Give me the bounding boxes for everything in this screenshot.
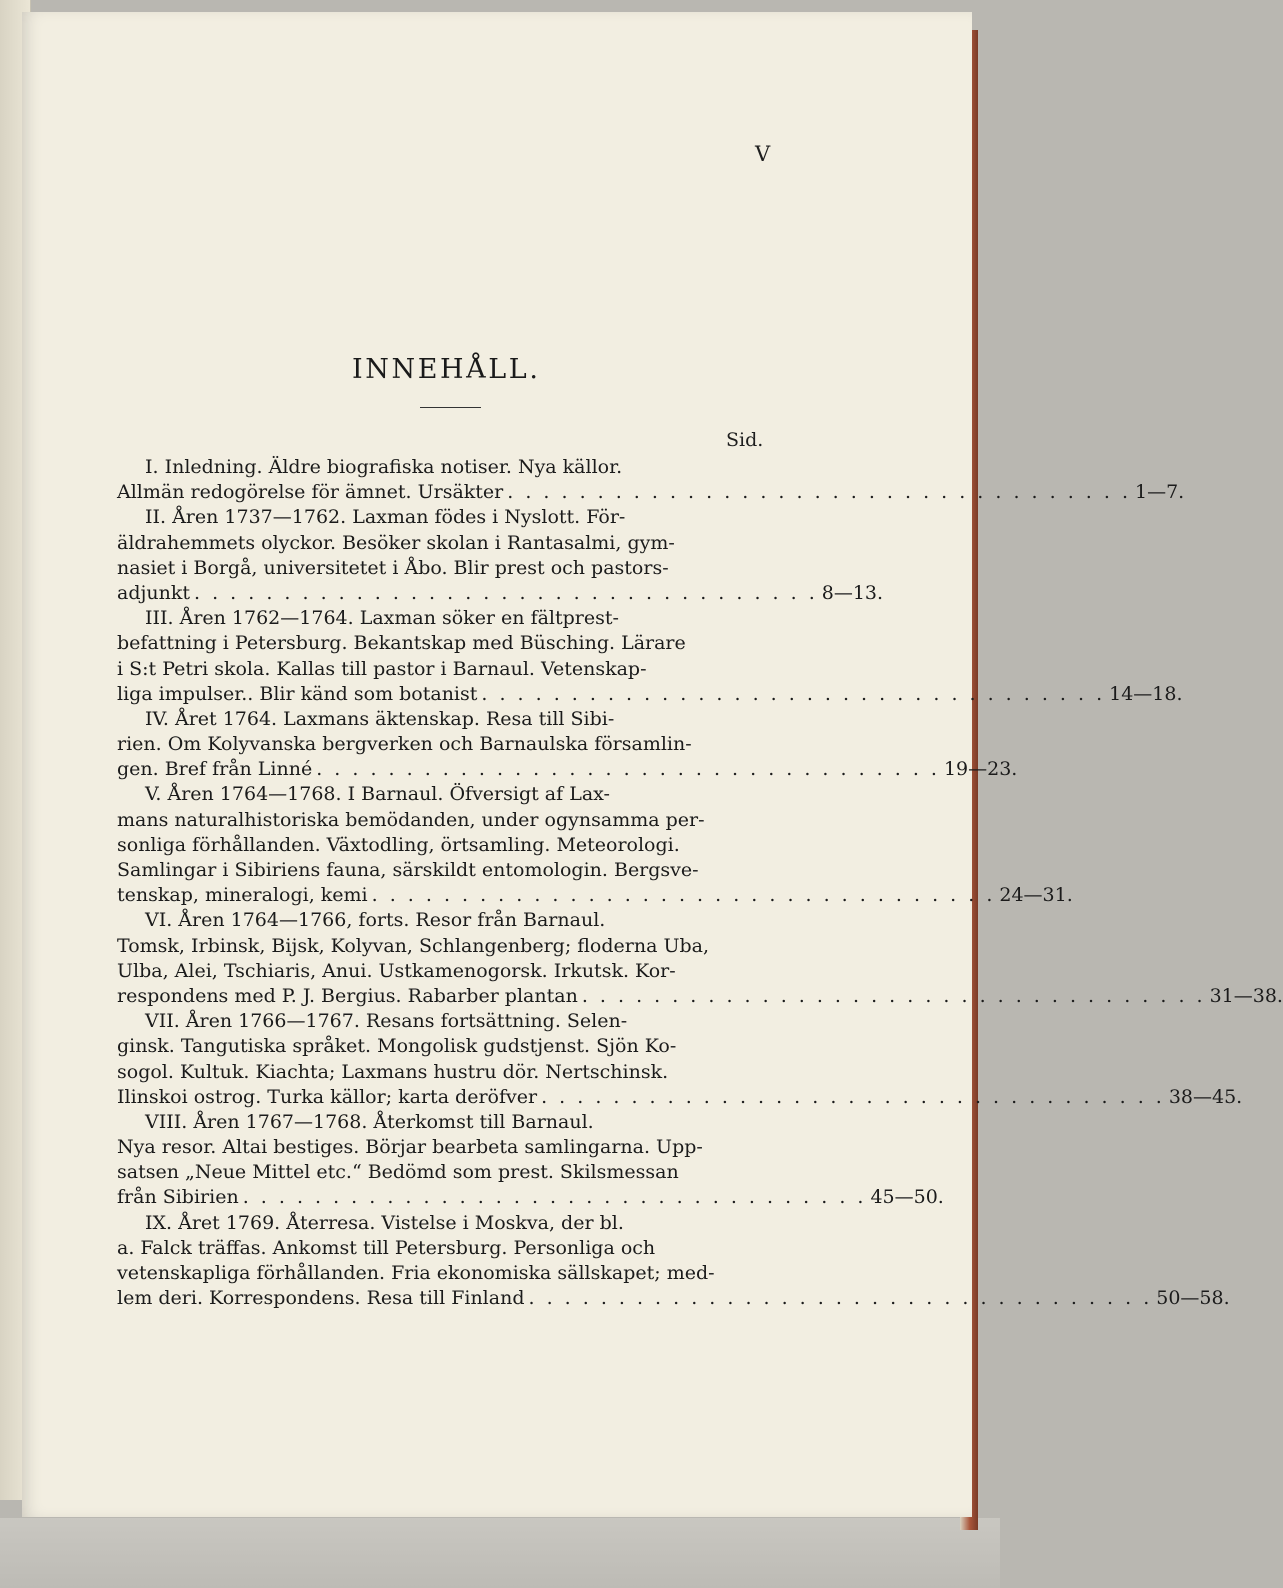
toc-text: rien. Om Kolyvanska bergverken och Barnaulska församlin- — [117, 733, 692, 756]
toc-text: Samlingar i Sibiriens fauna, särskildt entomologin. Bergsve- — [117, 859, 699, 881]
table-of-contents — [117, 455, 1283, 1311]
toc-text: IX. Året 1769. Återresa. Vistelse i Moskva, der bl. — [145, 1211, 624, 1234]
title-rule — [420, 407, 481, 408]
toc-line — [117, 808, 797, 833]
toc-text: gen. Bref från Linné — [117, 758, 313, 781]
toc-line — [117, 908, 797, 933]
toc-page-range: 45—50. — [870, 1186, 944, 1209]
toc-page-range: 31—38. — [1209, 984, 1283, 1007]
toc-text: Nya resor. Altai bestiges. Börjar bearbeta samlingarna. Upp- — [117, 1136, 703, 1159]
toc-line — [117, 1160, 797, 1185]
toc-line — [117, 1034, 797, 1059]
toc-line — [117, 1135, 797, 1160]
toc-text: från Sibirien — [117, 1186, 239, 1209]
toc-text: satsen „Neue Mittel etc.“ Bedömd som prest. Skilsmessan — [117, 1161, 679, 1184]
toc-line — [117, 883, 1073, 908]
toc-text: Allmän redogörelse för ämnet. Ursäkter — [117, 481, 504, 504]
toc-page-range: 1—7. — [1134, 481, 1185, 504]
toc-page-range: 8—13. — [821, 581, 884, 604]
toc-text: Ulba, Alei, Tschiaris, Anui. Ustkamenogorsk. Irkutsk. Kor- — [117, 959, 676, 982]
toc-text: a. Falck träffas. Ankomst till Petersburg. Personliga och — [117, 1236, 656, 1259]
toc-text: vetenskapliga förhållanden. Fria ekonomiska sällskapet; med- — [117, 1262, 715, 1284]
leader-dots: . . . . . . . . . . . . . . . . . . . . . . . . . . . . . . . . . . . — [242, 1186, 867, 1209]
toc-page-range: 50—58. — [1156, 1287, 1230, 1310]
leader-dots: . . . . . . . . . . . . . . . . . . . . . . . . . . . . . . . . . . . — [541, 1085, 1165, 1108]
toc-line — [117, 682, 1183, 707]
leader-dots: . . . . . . . . . . . . . . . . . . . . . . . . . . . . . . . . . . . — [481, 682, 1106, 705]
leader-dots: . . . . . . . . . . . . . . . . . . . . . . . . . . . . . . . . . . . — [507, 481, 1131, 504]
toc-line — [117, 934, 797, 959]
toc-line — [117, 1286, 1230, 1311]
toc-text: sonliga förhållanden. Växtodling, örtsamling. Meteorologi. — [117, 833, 680, 856]
toc-page-range: 24—31. — [999, 884, 1073, 907]
toc-line — [117, 833, 797, 858]
toc-line — [117, 1009, 797, 1034]
toc-text: nasiet i Borgå, universitetet i Åbo. Blir prest och pastors- — [117, 556, 669, 579]
toc-text: III. Åren 1762—1764. Laxman söker en fältprest- — [145, 607, 619, 630]
toc-line — [117, 1060, 797, 1085]
toc-text: VI. Åren 1764—1766, forts. Resor från Barnaul. — [145, 909, 606, 932]
toc-line — [117, 606, 797, 631]
toc-page-range: 38—45. — [1168, 1085, 1243, 1108]
toc-line — [117, 782, 797, 807]
toc-line — [117, 732, 797, 757]
toc-line — [117, 480, 1185, 505]
toc-line — [117, 1110, 797, 1135]
toc-text: lem deri. Korrespondens. Resa till Finland — [117, 1287, 525, 1310]
toc-text: V. Åren 1764—1768. I Barnaul. Öfversigt af Lax- — [145, 783, 610, 806]
toc-line — [117, 757, 1018, 782]
leader-dots: . . . . . . . . . . . . . . . . . . . . . . . . . . . . . . . . . . . — [316, 758, 940, 781]
toc-line — [117, 1211, 797, 1236]
toc-text: respondens med P. J. Bergius. Rabarber plantan — [117, 984, 578, 1007]
toc-text: Ilinskoi ostrog. Turka källor; karta deröfver — [117, 1085, 538, 1108]
toc-text: äldrahemmets olyckor. Besöker skolan i Rantasalmi, gym- — [117, 531, 675, 554]
book-page — [22, 12, 1283, 1517]
toc-page-range: 19—23. — [943, 758, 1018, 781]
toc-line — [117, 959, 797, 984]
toc-text: tenskap, mineralogi, kemi — [117, 884, 368, 907]
toc-text: II. Åren 1737—1762. Laxman födes i Nyslott. För- — [145, 506, 626, 529]
toc-line — [117, 631, 797, 656]
toc-line — [117, 531, 797, 556]
toc-text: adjunkt — [117, 581, 191, 604]
toc-text: mans naturalhistoriska bemödanden, under ogynsamma per- — [117, 808, 705, 831]
page-number: V — [755, 142, 771, 166]
leader-dots: . . . . . . . . . . . . . . . . . . . . . . . . . . . . . . . . . . . — [581, 984, 1206, 1007]
backdrop — [0, 1518, 1000, 1588]
toc-text: sogol. Kultuk. Kiachta; Laxmans hustru dör. Nertschinsk. — [117, 1060, 669, 1083]
page-column-header: Sid. — [726, 429, 764, 451]
toc-line — [117, 1085, 1243, 1110]
toc-page-range: 14—18. — [1109, 682, 1183, 705]
toc-text: VIII. Åren 1767—1768. Återkomst till Barnaul. — [145, 1110, 594, 1133]
leader-dots: . . . . . . . . . . . . . . . . . . . . . . . . . . . . . . . . . . . — [194, 581, 818, 604]
toc-line — [117, 556, 797, 581]
toc-line — [117, 1261, 797, 1286]
toc-line — [117, 858, 797, 883]
page-title: INNEHÅLL. — [352, 354, 541, 385]
toc-text: ginsk. Tangutiska språket. Mongolisk gudstjenst. Sjön Ko- — [117, 1035, 677, 1058]
toc-text: befattning i Petersburg. Bekantskap med Büsching. Lärare — [117, 632, 686, 655]
toc-line — [117, 455, 797, 480]
toc-line — [117, 707, 797, 732]
toc-text: Tomsk, Irbinsk, Bijsk, Kolyvan, Schlangenberg; floderna Uba, — [117, 934, 710, 957]
toc-line — [117, 657, 797, 682]
toc-line — [117, 984, 1283, 1009]
toc-line — [117, 1185, 944, 1210]
toc-text: VII. Åren 1766—1767. Resans fortsättning. Selen- — [145, 1010, 628, 1033]
toc-text: liga impulser.. Blir känd som botanist — [117, 682, 478, 705]
toc-line — [117, 581, 884, 606]
toc-text: I. Inledning. Äldre biografiska notiser. Nya källor. — [145, 456, 623, 478]
toc-line — [117, 1236, 797, 1261]
toc-text: IV. Året 1764. Laxmans äktenskap. Resa till Sibi- — [145, 707, 615, 730]
leader-dots: . . . . . . . . . . . . . . . . . . . . . . . . . . . . . . . . . . . — [528, 1287, 1153, 1310]
leader-dots: . . . . . . . . . . . . . . . . . . . . . . . . . . . . . . . . . . . — [371, 884, 996, 907]
toc-line — [117, 505, 797, 530]
toc-text: i S:t Petri skola. Kallas till pastor i Barnaul. Vetenskap- — [117, 657, 647, 680]
